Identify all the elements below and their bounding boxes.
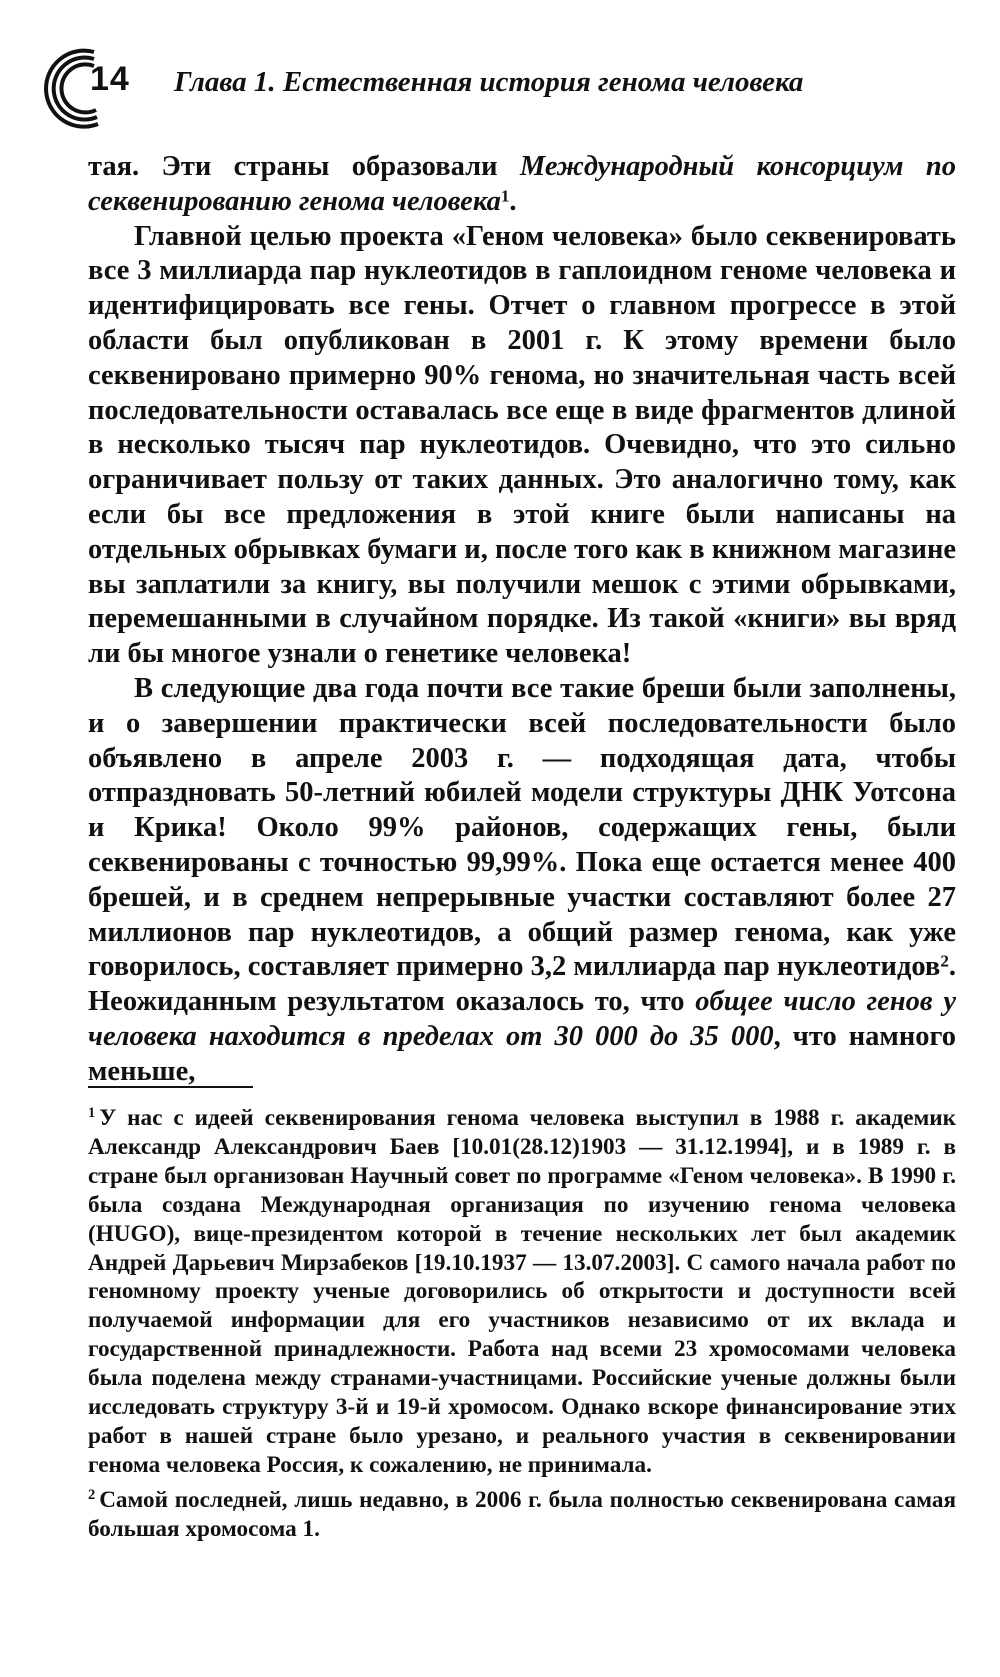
running-header — [36, 40, 956, 140]
footnote-2-text: Самой последней, лишь недавно, в 2006 г. была полностью секвенирована самая большая хромосома 1. — [88, 1486, 956, 1542]
footnote-2-mark: 2 — [88, 1486, 96, 1503]
footnote-ref-2: 2 — [940, 951, 949, 971]
footnote-1-text: У нас с идеей секвенирования генома человека выступил в 1988 г. академик Александр Александрович Баев [10.01(28.12)1903 — 31.12.1994], и в 1989 г. в стране был организован Научный совет по программе «Геном человека». В 1990 г. была создана Международная организация по изучению генома человека (HUGO), вице-президентом которой в течение нескольких лет был академик Андрей Дарьевич Мирзабеков [19.10.1937 — 13.07.2003]. С самого начала работ по геномному проекту ученые договорились об открытости и доступности всей получаемой информации для его участников независимо от их вклада и государственной принадлежности. Работа над всеми 23 хромосомами человека была поделена между странами-участницами. Российские ученые должны были исследовать структуру 3-й и 19-й хромосом. Однако вскоре финансирование этих работ в нашей стране было урезано, и реального участия в секвенировании генома человека Россия, к сожалению, не принимала. — [88, 1105, 956, 1478]
paragraph-1-text-a: тая. Эти страны образовали — [88, 151, 520, 182]
paragraph-3-text-b: . Неожиданным результатом оказалось то, что — [88, 951, 956, 1018]
paragraph-3-text-c: , что намного меньше, — [88, 1020, 957, 1087]
gene-count-emphasis: общее число генов у человека находится в пределах от 30 000 до 35 000 — [88, 986, 956, 1052]
chapter-title: Глава 1. Естественная история генома человека — [174, 66, 804, 98]
consortium-name: Международный консорциум по секвенированию генома человека — [88, 151, 956, 217]
footnote-ref-1: 1 — [500, 186, 510, 206]
paragraph-3 — [88, 672, 956, 1090]
footnotes — [88, 1104, 956, 1544]
footnote-divider — [88, 1086, 253, 1088]
footnote-2 — [88, 1486, 956, 1544]
paragraph-2: Главной целью проекта «Геном человека» было секвенировать все 3 миллиарда пар нуклеотидов в гаплоидном геноме человека и идентифицировать все гены. Отчет о главном прогрессе в этой области был опубликован в 2001 г. К этому времени было секвенировано примерно 90% генома, но значительная часть всей последовательности оставалась все еще в виде фрагментов длиной в несколько тысяч пар нуклеотидов. Очевидно, что это сильно ограничивает пользу от таких данных. Это аналогично тому, как если бы все предложения в этой книге были написаны на отдельных обрывках бумаги и, после того как в книжном магазине вы заплатили за книгу, вы получили мешок с этими обрывками, перемешанными в случайном порядке. Из такой «книги» вы вряд ли бы многое узнали о генетике человека! — [88, 220, 957, 670]
paragraph-1-text-b: . — [509, 185, 517, 217]
footnote-1-mark: 1 — [88, 1105, 96, 1122]
paragraph-1 — [88, 150, 956, 220]
footnote-1 — [88, 1104, 956, 1480]
page-number: 14 — [90, 60, 130, 98]
main-text — [88, 150, 956, 1090]
paragraph-3-text-a: В следующие два года почти все такие бреши были заполнены, и о завершении практически всей последовательности было объявлено в апреле 2003 г. — подходящая дата, чтобы отпраздновать 50-летний юбилей модели структуры ДНК Уотсона и Крика! Около 99% районов, содержащих гены, были секвенированы с точностью 99,99%. Пока еще остается менее 400 брешей, и в среднем непрерывные участки составляют более 27 миллионов пар нуклеотидов, а общий размер генома, как уже говорилось, составляет примерно 3,2 миллиарда пар нуклеотидов — [88, 672, 956, 983]
